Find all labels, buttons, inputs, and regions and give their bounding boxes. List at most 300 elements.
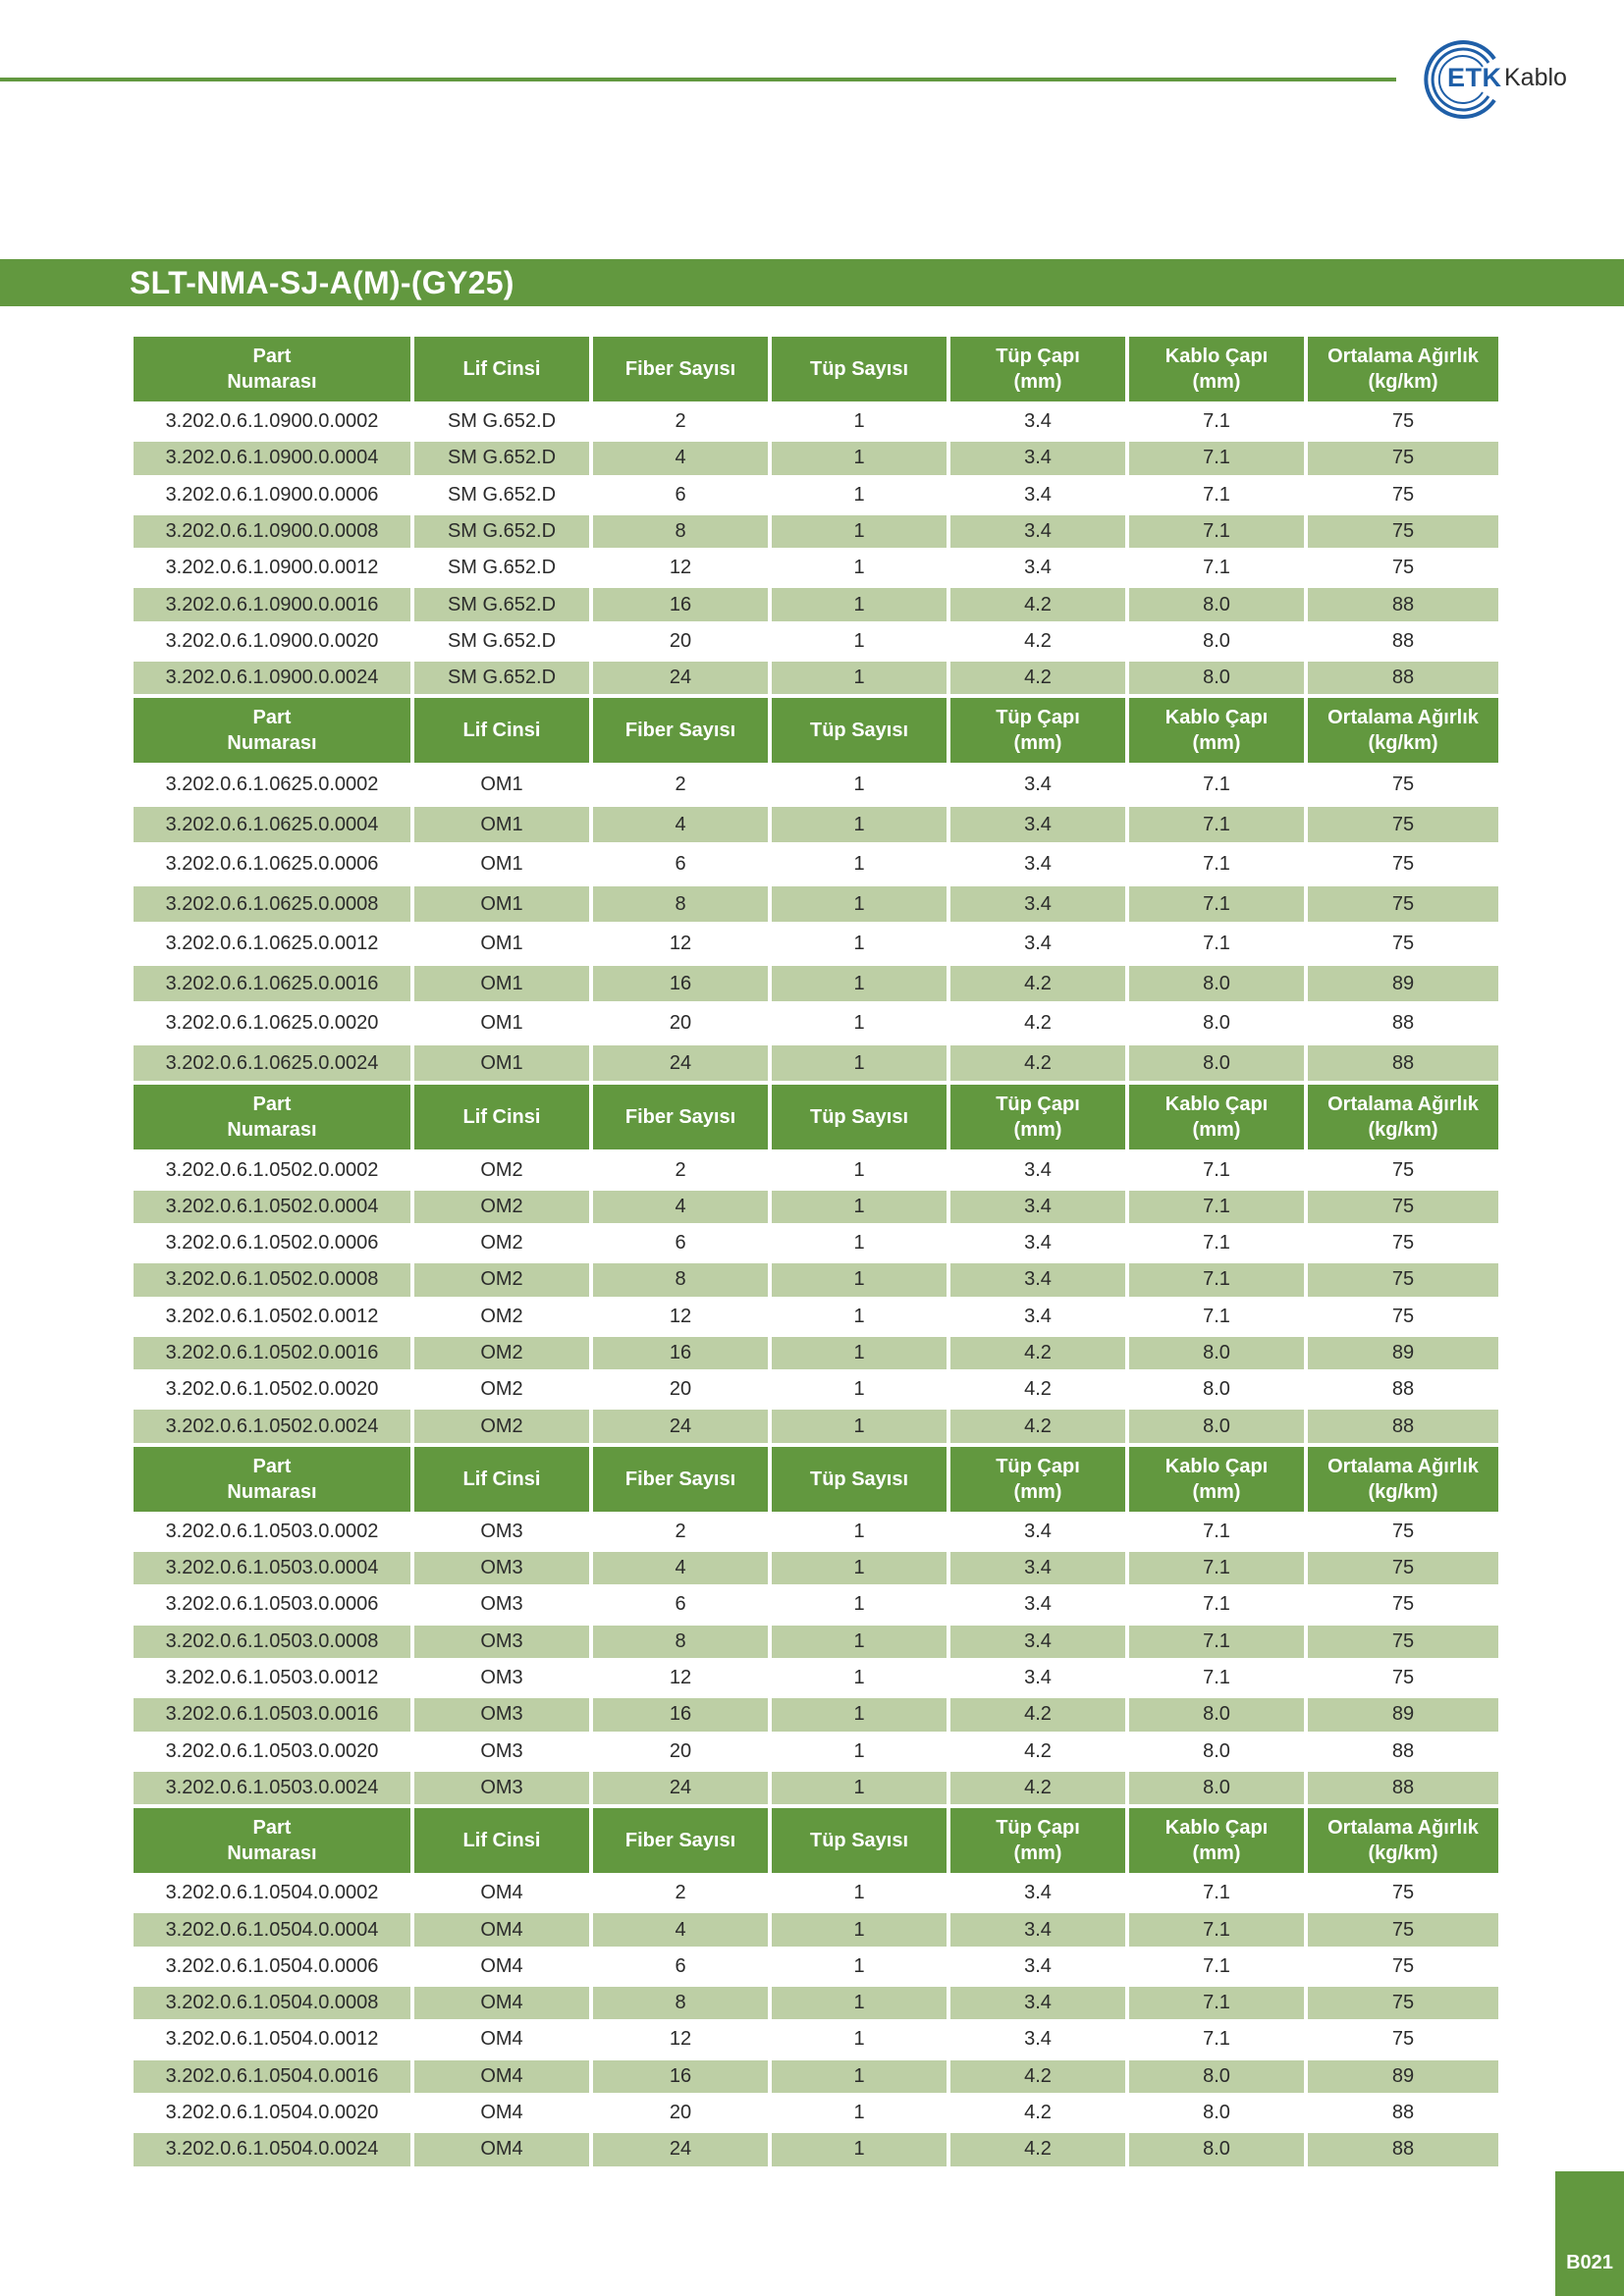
cell-part-number: 3.202.0.6.1.0625.0.0006 (134, 846, 410, 882)
cell-average-weight: 88 (1308, 2133, 1498, 2165)
cell-fiber-count: 4 (593, 1552, 768, 1584)
cell-tube-count: 1 (772, 515, 947, 548)
cell-fiber-type: OM3 (414, 1662, 589, 1694)
column-header-cable-diameter: Kablo Çapı (mm) (1129, 337, 1304, 401)
cell-fiber-count: 4 (593, 442, 768, 474)
cell-tube-diameter: 4.2 (950, 662, 1125, 694)
cell-fiber-count: 12 (593, 1662, 768, 1694)
cell-part-number: 3.202.0.6.1.0502.0.0024 (134, 1410, 410, 1442)
cell-tube-diameter: 4.2 (950, 966, 1125, 1002)
cell-part-number: 3.202.0.6.1.0625.0.0012 (134, 926, 410, 962)
cell-part-number: 3.202.0.6.1.0503.0.0006 (134, 1588, 410, 1621)
cell-fiber-type: SM G.652.D (414, 662, 589, 694)
cell-fiber-count: 16 (593, 588, 768, 620)
cell-cable-diameter: 7.1 (1129, 1263, 1304, 1296)
table-row (134, 515, 1498, 548)
cell-fiber-type: SM G.652.D (414, 625, 589, 658)
cell-part-number: 3.202.0.6.1.0625.0.0008 (134, 886, 410, 923)
column-header-part-number: Part Numarası (134, 337, 410, 401)
cell-part-number: 3.202.0.6.1.0502.0.0002 (134, 1153, 410, 1186)
cell-fiber-count: 6 (593, 1227, 768, 1259)
table-row (134, 442, 1498, 474)
cell-tube-diameter: 3.4 (950, 479, 1125, 511)
column-header-cable-diameter: Kablo Çapı (mm) (1129, 1447, 1304, 1512)
table-row (134, 1772, 1498, 1804)
cell-average-weight: 75 (1308, 2023, 1498, 2056)
cell-part-number: 3.202.0.6.1.0625.0.0016 (134, 966, 410, 1002)
cell-average-weight: 75 (1308, 1950, 1498, 1983)
column-header-fiber-type: Lif Cinsi (414, 1085, 589, 1149)
cell-part-number: 3.202.0.6.1.0625.0.0002 (134, 767, 410, 803)
cell-cable-diameter: 8.0 (1129, 1373, 1304, 1406)
header-row (134, 1808, 1498, 1873)
table-row (134, 1045, 1498, 1082)
cell-average-weight: 88 (1308, 662, 1498, 694)
cell-part-number: 3.202.0.6.1.0502.0.0020 (134, 1373, 410, 1406)
cell-fiber-count: 12 (593, 1301, 768, 1333)
cell-average-weight: 75 (1308, 442, 1498, 474)
page-number: B021 (1566, 2252, 1613, 2273)
table-row (134, 1913, 1498, 1946)
cell-tube-diameter: 4.2 (950, 1410, 1125, 1442)
cell-tube-diameter: 4.2 (950, 625, 1125, 658)
column-header-fiber-count: Fiber Sayısı (593, 337, 768, 401)
cell-tube-diameter: 4.2 (950, 1735, 1125, 1768)
cell-average-weight: 88 (1308, 588, 1498, 620)
cell-average-weight: 75 (1308, 1516, 1498, 1548)
cell-fiber-type: OM3 (414, 1698, 589, 1731)
cell-tube-count: 1 (772, 552, 947, 584)
table-row (134, 1263, 1498, 1296)
cell-part-number: 3.202.0.6.1.0502.0.0012 (134, 1301, 410, 1333)
cell-tube-diameter: 3.4 (950, 1153, 1125, 1186)
column-header-average-weight: Ortalama Ağırlık (kg/km) (1308, 1808, 1498, 1873)
cell-part-number: 3.202.0.6.1.0502.0.0004 (134, 1191, 410, 1223)
cell-tube-count: 1 (772, 1950, 947, 1983)
cell-tube-diameter: 3.4 (950, 1263, 1125, 1296)
column-header-tube-count: Tüp Sayısı (772, 1447, 947, 1512)
cell-average-weight: 75 (1308, 846, 1498, 882)
column-header-average-weight: Ortalama Ağırlık (kg/km) (1308, 337, 1498, 401)
cell-cable-diameter: 7.1 (1129, 1153, 1304, 1186)
cell-tube-count: 1 (772, 1913, 947, 1946)
table-row (134, 1698, 1498, 1731)
cell-cable-diameter: 7.1 (1129, 1191, 1304, 1223)
cell-part-number: 3.202.0.6.1.0504.0.0020 (134, 2097, 410, 2129)
cell-cable-diameter: 7.1 (1129, 1950, 1304, 1983)
cell-tube-diameter: 4.2 (950, 2133, 1125, 2165)
cell-tube-count: 1 (772, 405, 947, 438)
cell-fiber-count: 20 (593, 1735, 768, 1768)
cell-fiber-type: OM1 (414, 767, 589, 803)
cell-tube-diameter: 3.4 (950, 846, 1125, 882)
cell-fiber-type: OM2 (414, 1301, 589, 1333)
cell-fiber-count: 16 (593, 966, 768, 1002)
cell-part-number: 3.202.0.6.1.0504.0.0002 (134, 1877, 410, 1909)
cell-tube-count: 1 (772, 1588, 947, 1621)
cell-cable-diameter: 7.1 (1129, 846, 1304, 882)
table-row (134, 1662, 1498, 1694)
table-row (134, 886, 1498, 923)
cell-part-number: 3.202.0.6.1.0900.0.0020 (134, 625, 410, 658)
cell-fiber-count: 8 (593, 1263, 768, 1296)
table-row (134, 1552, 1498, 1584)
cell-cable-diameter: 8.0 (1129, 2133, 1304, 2165)
table-row (134, 1191, 1498, 1223)
cell-cable-diameter: 7.1 (1129, 1913, 1304, 1946)
column-header-part-number: Part Numarası (134, 1085, 410, 1149)
cell-tube-count: 1 (772, 846, 947, 882)
table-body-group (134, 1153, 1498, 1442)
cell-average-weight: 75 (1308, 1626, 1498, 1658)
cell-tube-count: 1 (772, 886, 947, 923)
cell-part-number: 3.202.0.6.1.0900.0.0016 (134, 588, 410, 620)
page-number-tab (1555, 2171, 1624, 2296)
cell-tube-count: 1 (772, 2023, 947, 2056)
cell-fiber-type: OM3 (414, 1588, 589, 1621)
cell-part-number: 3.202.0.6.1.0503.0.0012 (134, 1662, 410, 1694)
cell-fiber-count: 8 (593, 1626, 768, 1658)
table-body-group (134, 405, 1498, 694)
cell-tube-count: 1 (772, 2060, 947, 2093)
cell-fiber-count: 24 (593, 2133, 768, 2165)
table-row (134, 552, 1498, 584)
cell-tube-count: 1 (772, 1337, 947, 1369)
header-rule (0, 78, 1396, 81)
cell-tube-count: 1 (772, 1626, 947, 1658)
column-header-fiber-type: Lif Cinsi (414, 1808, 589, 1873)
cell-tube-diameter: 3.4 (950, 442, 1125, 474)
cell-fiber-type: OM2 (414, 1337, 589, 1369)
column-header-fiber-count: Fiber Sayısı (593, 1447, 768, 1512)
header-row (134, 337, 1498, 401)
cell-tube-count: 1 (772, 2133, 947, 2165)
cell-tube-diameter: 4.2 (950, 588, 1125, 620)
cell-fiber-count: 8 (593, 886, 768, 923)
cell-tube-diameter: 3.4 (950, 886, 1125, 923)
cell-fiber-type: OM4 (414, 2133, 589, 2165)
cell-tube-count: 1 (772, 1877, 947, 1909)
cell-fiber-count: 24 (593, 1410, 768, 1442)
cell-part-number: 3.202.0.6.1.0900.0.0008 (134, 515, 410, 548)
cell-part-number: 3.202.0.6.1.0504.0.0006 (134, 1950, 410, 1983)
cell-tube-count: 1 (772, 1772, 947, 1804)
cell-fiber-count: 16 (593, 1698, 768, 1731)
cell-fiber-type: OM3 (414, 1735, 589, 1768)
cell-fiber-type: OM4 (414, 2060, 589, 2093)
cell-part-number: 3.202.0.6.1.0900.0.0012 (134, 552, 410, 584)
column-header-part-number: Part Numarası (134, 698, 410, 763)
cell-cable-diameter: 7.1 (1129, 886, 1304, 923)
cell-average-weight: 89 (1308, 2060, 1498, 2093)
cell-cable-diameter: 7.1 (1129, 1227, 1304, 1259)
cell-cable-diameter: 8.0 (1129, 1735, 1304, 1768)
table-header-group (134, 1808, 1498, 1873)
cell-cable-diameter: 8.0 (1129, 1410, 1304, 1442)
cell-tube-count: 1 (772, 1662, 947, 1694)
cell-fiber-count: 12 (593, 2023, 768, 2056)
column-header-tube-count: Tüp Sayısı (772, 1085, 947, 1149)
cell-cable-diameter: 8.0 (1129, 1005, 1304, 1041)
column-header-part-number: Part Numarası (134, 1447, 410, 1512)
cell-fiber-count: 2 (593, 1153, 768, 1186)
table-header-group (134, 1085, 1498, 1149)
column-header-tube-diameter: Tüp Çapı (mm) (950, 1085, 1125, 1149)
cell-part-number: 3.202.0.6.1.0503.0.0020 (134, 1735, 410, 1768)
table-row (134, 1227, 1498, 1259)
cell-average-weight: 89 (1308, 1337, 1498, 1369)
column-header-average-weight: Ortalama Ağırlık (kg/km) (1308, 698, 1498, 763)
cell-fiber-count: 24 (593, 1045, 768, 1082)
cell-tube-count: 1 (772, 807, 947, 843)
cell-cable-diameter: 7.1 (1129, 1516, 1304, 1548)
cell-fiber-type: OM2 (414, 1263, 589, 1296)
table-row (134, 1987, 1498, 2019)
cell-fiber-count: 20 (593, 2097, 768, 2129)
cell-fiber-count: 20 (593, 1373, 768, 1406)
cell-average-weight: 89 (1308, 1698, 1498, 1731)
cell-tube-diameter: 3.4 (950, 2023, 1125, 2056)
cell-fiber-count: 6 (593, 1950, 768, 1983)
cell-fiber-type: SM G.652.D (414, 479, 589, 511)
cell-part-number: 3.202.0.6.1.0503.0.0002 (134, 1516, 410, 1548)
column-header-cable-diameter: Kablo Çapı (mm) (1129, 1808, 1304, 1873)
cell-average-weight: 88 (1308, 625, 1498, 658)
cell-tube-count: 1 (772, 1045, 947, 1082)
cell-tube-count: 1 (772, 1191, 947, 1223)
cell-fiber-type: OM1 (414, 886, 589, 923)
cell-fiber-type: OM2 (414, 1373, 589, 1406)
cell-fiber-count: 8 (593, 1987, 768, 2019)
cell-fiber-count: 2 (593, 405, 768, 438)
cell-fiber-type: OM1 (414, 966, 589, 1002)
cell-part-number: 3.202.0.6.1.0504.0.0012 (134, 2023, 410, 2056)
cell-tube-diameter: 4.2 (950, 1772, 1125, 1804)
cell-part-number: 3.202.0.6.1.0502.0.0016 (134, 1337, 410, 1369)
cell-cable-diameter: 7.1 (1129, 1662, 1304, 1694)
cell-fiber-type: OM3 (414, 1552, 589, 1584)
cell-cable-diameter: 8.0 (1129, 1698, 1304, 1731)
cell-cable-diameter: 7.1 (1129, 479, 1304, 511)
cell-fiber-count: 2 (593, 767, 768, 803)
column-header-average-weight: Ortalama Ağırlık (kg/km) (1308, 1085, 1498, 1149)
cell-tube-count: 1 (772, 926, 947, 962)
table-row (134, 1516, 1498, 1548)
cell-average-weight: 88 (1308, 1005, 1498, 1041)
cell-tube-diameter: 3.4 (950, 515, 1125, 548)
column-header-fiber-type: Lif Cinsi (414, 1447, 589, 1512)
cell-cable-diameter: 8.0 (1129, 1337, 1304, 1369)
table-row (134, 1337, 1498, 1369)
cell-part-number: 3.202.0.6.1.0504.0.0004 (134, 1913, 410, 1946)
cell-average-weight: 75 (1308, 807, 1498, 843)
cell-average-weight: 88 (1308, 1735, 1498, 1768)
cell-tube-diameter: 3.4 (950, 767, 1125, 803)
cell-cable-diameter: 7.1 (1129, 515, 1304, 548)
cell-tube-diameter: 3.4 (950, 1913, 1125, 1946)
column-header-tube-count: Tüp Sayısı (772, 1808, 947, 1873)
cell-tube-diameter: 3.4 (950, 1191, 1125, 1223)
cell-cable-diameter: 7.1 (1129, 405, 1304, 438)
cell-tube-diameter: 4.2 (950, 1373, 1125, 1406)
cell-part-number: 3.202.0.6.1.0900.0.0002 (134, 405, 410, 438)
column-header-tube-diameter: Tüp Çapı (mm) (950, 337, 1125, 401)
header-row (134, 698, 1498, 763)
cell-tube-count: 1 (772, 1153, 947, 1186)
cell-average-weight: 75 (1308, 1263, 1498, 1296)
cell-part-number: 3.202.0.6.1.0900.0.0006 (134, 479, 410, 511)
cell-fiber-count: 6 (593, 846, 768, 882)
cell-tube-diameter: 4.2 (950, 1337, 1125, 1369)
cell-tube-count: 1 (772, 1698, 947, 1731)
column-header-tube-count: Tüp Sayısı (772, 698, 947, 763)
cell-average-weight: 75 (1308, 1913, 1498, 1946)
cell-tube-count: 1 (772, 1301, 947, 1333)
table-row (134, 807, 1498, 843)
table-header-group (134, 1447, 1498, 1512)
cell-tube-diameter: 3.4 (950, 1877, 1125, 1909)
cell-tube-count: 1 (772, 662, 947, 694)
cell-cable-diameter: 7.1 (1129, 2023, 1304, 2056)
cell-tube-diameter: 3.4 (950, 926, 1125, 962)
cell-average-weight: 75 (1308, 1588, 1498, 1621)
cell-part-number: 3.202.0.6.1.0900.0.0004 (134, 442, 410, 474)
column-header-tube-diameter: Tüp Çapı (mm) (950, 698, 1125, 763)
cell-part-number: 3.202.0.6.1.0504.0.0016 (134, 2060, 410, 2093)
cell-tube-diameter: 3.4 (950, 1950, 1125, 1983)
cell-part-number: 3.202.0.6.1.0625.0.0024 (134, 1045, 410, 1082)
cell-cable-diameter: 7.1 (1129, 552, 1304, 584)
table-body-group (134, 1516, 1498, 1804)
cell-tube-diameter: 3.4 (950, 1662, 1125, 1694)
cell-average-weight: 75 (1308, 1662, 1498, 1694)
cell-tube-diameter: 4.2 (950, 1045, 1125, 1082)
cell-average-weight: 88 (1308, 1045, 1498, 1082)
logo-word-text: Kablo (1504, 64, 1567, 91)
table-row (134, 1153, 1498, 1186)
header-row (134, 1447, 1498, 1512)
cell-tube-diameter: 3.4 (950, 1516, 1125, 1548)
cell-fiber-type: OM1 (414, 926, 589, 962)
cell-fiber-type: SM G.652.D (414, 588, 589, 620)
cell-tube-diameter: 3.4 (950, 405, 1125, 438)
cell-fiber-type: OM4 (414, 1877, 589, 1909)
cell-fiber-count: 8 (593, 515, 768, 548)
page-title: SLT-NMA-SJ-A(M)-(GY25) (130, 265, 514, 300)
cell-fiber-count: 20 (593, 1005, 768, 1041)
cell-cable-diameter: 7.1 (1129, 807, 1304, 843)
column-header-cable-diameter: Kablo Çapı (mm) (1129, 698, 1304, 763)
table-row (134, 1588, 1498, 1621)
cell-fiber-count: 12 (593, 552, 768, 584)
cell-average-weight: 75 (1308, 1301, 1498, 1333)
column-header-fiber-count: Fiber Sayısı (593, 698, 768, 763)
cell-average-weight: 75 (1308, 479, 1498, 511)
title-band (0, 259, 1624, 306)
cell-cable-diameter: 7.1 (1129, 1626, 1304, 1658)
cell-fiber-type: OM2 (414, 1191, 589, 1223)
cell-average-weight: 75 (1308, 886, 1498, 923)
cell-fiber-count: 4 (593, 1191, 768, 1223)
cell-average-weight: 75 (1308, 1191, 1498, 1223)
cell-cable-diameter: 8.0 (1129, 625, 1304, 658)
cell-tube-diameter: 3.4 (950, 1552, 1125, 1584)
cell-fiber-count: 24 (593, 662, 768, 694)
table-row (134, 588, 1498, 620)
cell-fiber-count: 2 (593, 1877, 768, 1909)
cell-part-number: 3.202.0.6.1.0625.0.0004 (134, 807, 410, 843)
cell-cable-diameter: 8.0 (1129, 662, 1304, 694)
cell-cable-diameter: 8.0 (1129, 1772, 1304, 1804)
cell-cable-diameter: 7.1 (1129, 1877, 1304, 1909)
cell-cable-diameter: 8.0 (1129, 966, 1304, 1002)
cell-tube-count: 1 (772, 1552, 947, 1584)
cell-tube-count: 1 (772, 966, 947, 1002)
cell-tube-count: 1 (772, 1987, 947, 2019)
table-header-group (134, 337, 1498, 401)
cell-fiber-count: 24 (593, 1772, 768, 1804)
cell-cable-diameter: 8.0 (1129, 1045, 1304, 1082)
table-body-group (134, 1877, 1498, 2165)
cell-part-number: 3.202.0.6.1.0502.0.0008 (134, 1263, 410, 1296)
column-header-tube-diameter: Tüp Çapı (mm) (950, 1447, 1125, 1512)
column-header-fiber-type: Lif Cinsi (414, 698, 589, 763)
cell-tube-count: 1 (772, 767, 947, 803)
cell-tube-count: 1 (772, 1373, 947, 1406)
header-row (134, 1085, 1498, 1149)
cell-average-weight: 88 (1308, 1373, 1498, 1406)
cell-fiber-type: OM2 (414, 1227, 589, 1259)
table-row (134, 846, 1498, 882)
cell-average-weight: 75 (1308, 405, 1498, 438)
cell-average-weight: 88 (1308, 2097, 1498, 2129)
cell-average-weight: 75 (1308, 926, 1498, 962)
table-row (134, 405, 1498, 438)
cell-tube-diameter: 3.4 (950, 807, 1125, 843)
cell-tube-count: 1 (772, 1410, 947, 1442)
cell-fiber-type: OM4 (414, 2023, 589, 2056)
cell-fiber-type: OM2 (414, 1410, 589, 1442)
cell-tube-diameter: 3.4 (950, 1987, 1125, 2019)
table-row (134, 767, 1498, 803)
cell-tube-count: 1 (772, 442, 947, 474)
cell-fiber-count: 4 (593, 1913, 768, 1946)
cell-fiber-count: 4 (593, 807, 768, 843)
cell-fiber-type: OM4 (414, 1987, 589, 2019)
cell-cable-diameter: 8.0 (1129, 2060, 1304, 2093)
cell-fiber-count: 6 (593, 1588, 768, 1621)
cell-tube-count: 1 (772, 1227, 947, 1259)
cell-fiber-type: SM G.652.D (414, 552, 589, 584)
cell-average-weight: 75 (1308, 1153, 1498, 1186)
cell-part-number: 3.202.0.6.1.0502.0.0006 (134, 1227, 410, 1259)
column-header-cable-diameter: Kablo Çapı (mm) (1129, 1085, 1304, 1149)
cell-average-weight: 88 (1308, 1410, 1498, 1442)
cell-average-weight: 75 (1308, 1987, 1498, 2019)
cell-part-number: 3.202.0.6.1.0504.0.0008 (134, 1987, 410, 2019)
table-row (134, 2023, 1498, 2056)
cell-cable-diameter: 7.1 (1129, 442, 1304, 474)
cell-fiber-type: OM3 (414, 1516, 589, 1548)
cell-fiber-count: 16 (593, 1337, 768, 1369)
cell-fiber-type: OM3 (414, 1626, 589, 1658)
cell-tube-diameter: 3.4 (950, 1227, 1125, 1259)
cell-average-weight: 88 (1308, 1772, 1498, 1804)
column-header-average-weight: Ortalama Ağırlık (kg/km) (1308, 1447, 1498, 1512)
cell-cable-diameter: 7.1 (1129, 926, 1304, 962)
column-header-fiber-count: Fiber Sayısı (593, 1808, 768, 1873)
cell-tube-diameter: 3.4 (950, 1626, 1125, 1658)
